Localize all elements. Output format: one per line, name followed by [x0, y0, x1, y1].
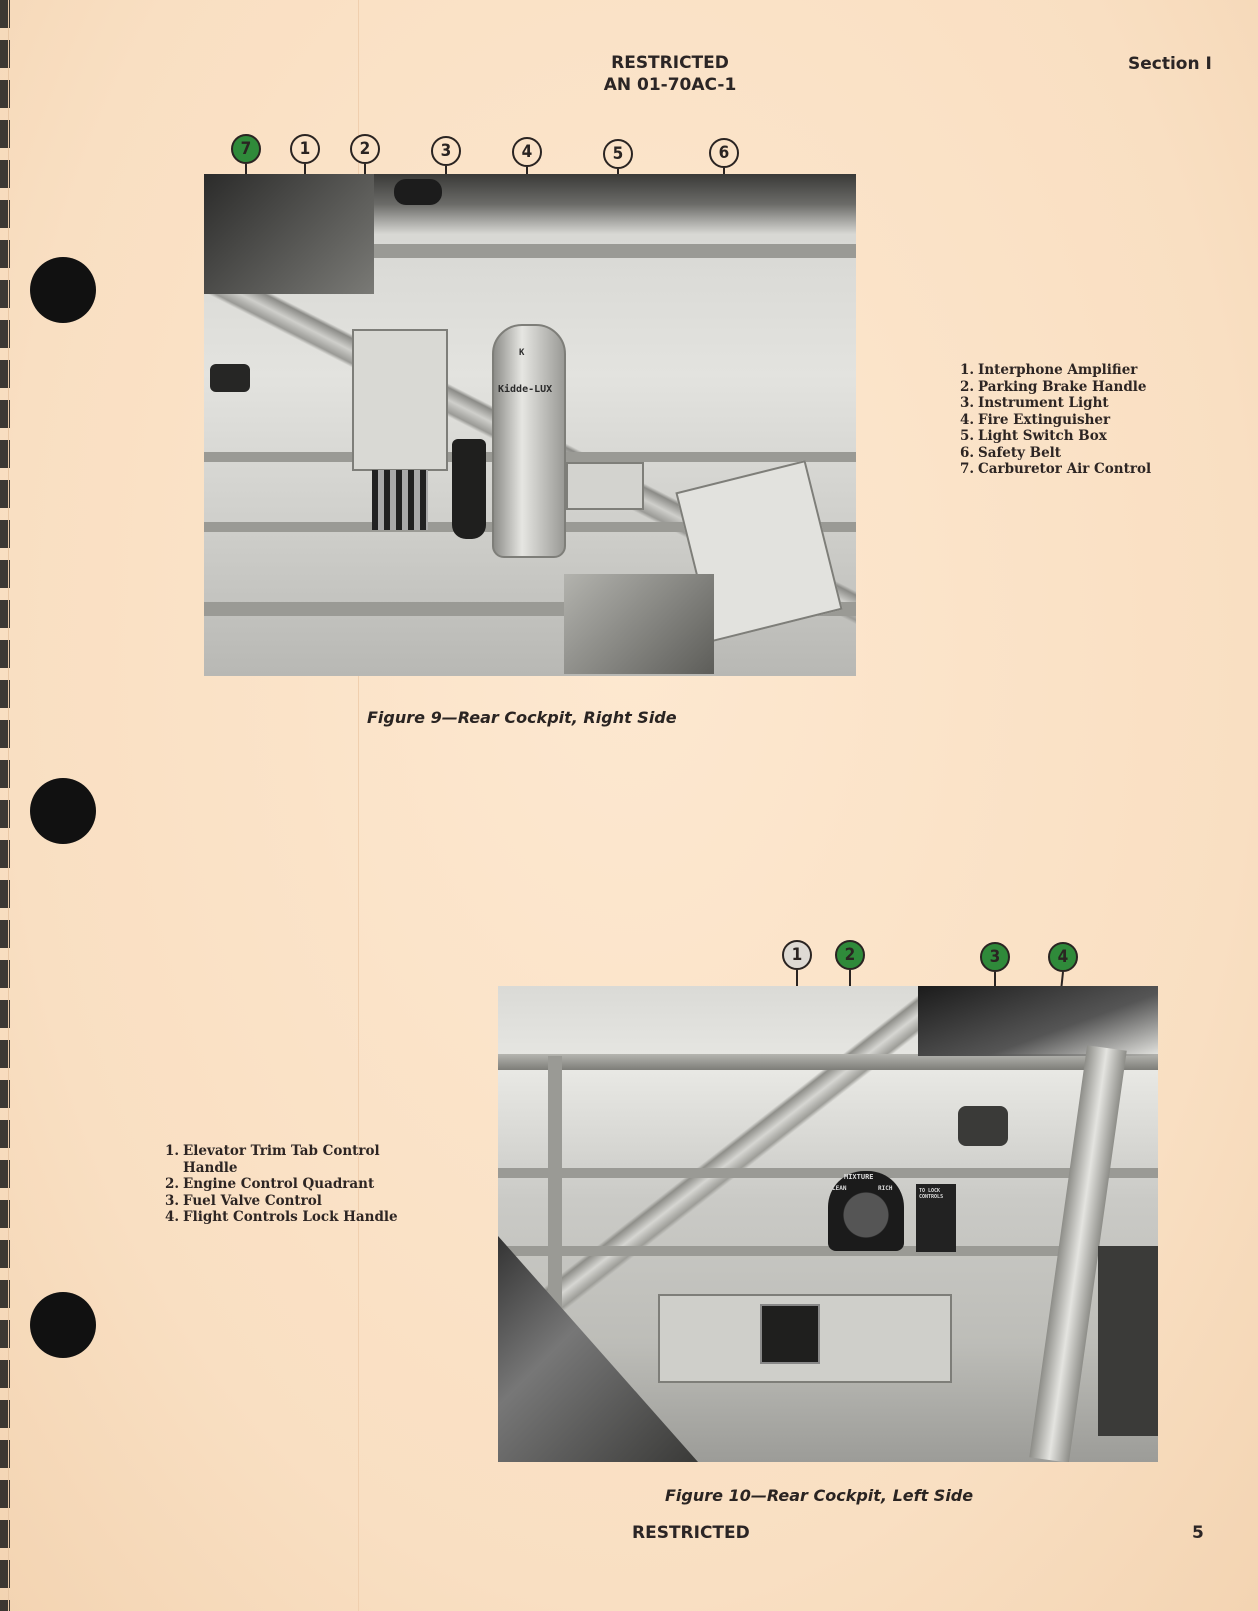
- punch-hole: [30, 778, 96, 844]
- callout-4: 4: [1048, 942, 1078, 972]
- light-switch-box: [566, 462, 644, 510]
- callout-2: 2: [835, 940, 865, 970]
- callout-3: 3: [980, 942, 1010, 972]
- legend-item: 5. Light Switch Box: [960, 428, 1107, 444]
- punch-hole: [30, 1292, 96, 1358]
- punch-hole: [30, 257, 96, 323]
- frame-structure: [204, 174, 374, 294]
- figure-9-legend: [960, 362, 1151, 478]
- legend-item: 4. Flight Controls Lock Handle: [165, 1209, 398, 1225]
- photo-rail: [498, 1168, 1158, 1178]
- amplifier-cables: [372, 470, 428, 530]
- callout-6: 6: [709, 138, 739, 168]
- lock-placard: TO LOCK CONTROLS: [916, 1184, 956, 1252]
- legend-item: 2. Parking Brake Handle: [960, 378, 1147, 395]
- classification-header: RESTRICTED: [611, 53, 729, 73]
- legend-item: 4. Fire Extinguisher: [960, 411, 1111, 428]
- seat-panel: [564, 574, 714, 674]
- callout-1: 1: [782, 940, 812, 970]
- callout-3: 3: [431, 136, 461, 166]
- figure-10-photo: [498, 986, 1158, 1462]
- fuel-valve-control: [958, 1106, 1008, 1146]
- figure-9-photo: [204, 174, 856, 676]
- extinguisher-logo: K: [519, 348, 525, 358]
- legend-item: 3. Fuel Valve Control: [165, 1192, 322, 1209]
- legend-item: 1. Elevator Trim Tab Control Handle: [165, 1143, 380, 1176]
- fire-extinguisher: [492, 324, 566, 558]
- figure-10-legend: [165, 1143, 405, 1226]
- section-label: Section I: [1128, 54, 1212, 74]
- engine-control-quadrant: [828, 1171, 904, 1251]
- classification-footer: RESTRICTED: [632, 1523, 750, 1543]
- interphone-amplifier-box: [352, 329, 448, 471]
- photo-rail: [498, 1054, 1158, 1070]
- instrument-panel: [918, 986, 1158, 1056]
- legend-item: 2. Engine Control Quadrant: [165, 1176, 375, 1192]
- legend-item: 3. Instrument Light: [960, 395, 1109, 411]
- legend-item: 6. Safety Belt: [960, 444, 1062, 461]
- callout-4: 4: [512, 137, 542, 167]
- page-header: [590, 52, 750, 96]
- callout-7: 7: [231, 134, 261, 164]
- quadrant-lean: LEAN: [832, 1185, 847, 1192]
- legend-item: 7. Carburetor Air Control: [960, 461, 1152, 477]
- binding-line: [8, 0, 9, 1611]
- document-number: AN 01-70AC-1: [603, 75, 737, 95]
- callout-1: 1: [290, 134, 320, 164]
- instrument-light: [394, 179, 442, 205]
- figure-9-caption: Figure 9—Rear Cockpit, Right Side: [367, 708, 677, 727]
- callout-5: 5: [603, 139, 633, 169]
- callout-2: 2: [350, 134, 380, 164]
- figure-10-caption: Figure 10—Rear Cockpit, Left Side: [665, 1486, 974, 1505]
- quadrant-rich: RICH: [878, 1185, 893, 1192]
- page-number: 5: [1192, 1523, 1204, 1543]
- legend-item: 1. Interphone Amplifier: [960, 362, 1138, 378]
- carburetor-air-control: [210, 364, 250, 392]
- trim-tab-control-handle: [760, 1304, 820, 1364]
- seat-frame: [1098, 1246, 1158, 1436]
- extinguisher-nozzle: [452, 439, 486, 539]
- quadrant-title: MIXTURE: [844, 1173, 874, 1181]
- extinguisher-brand: Kidde-LUX: [498, 384, 553, 395]
